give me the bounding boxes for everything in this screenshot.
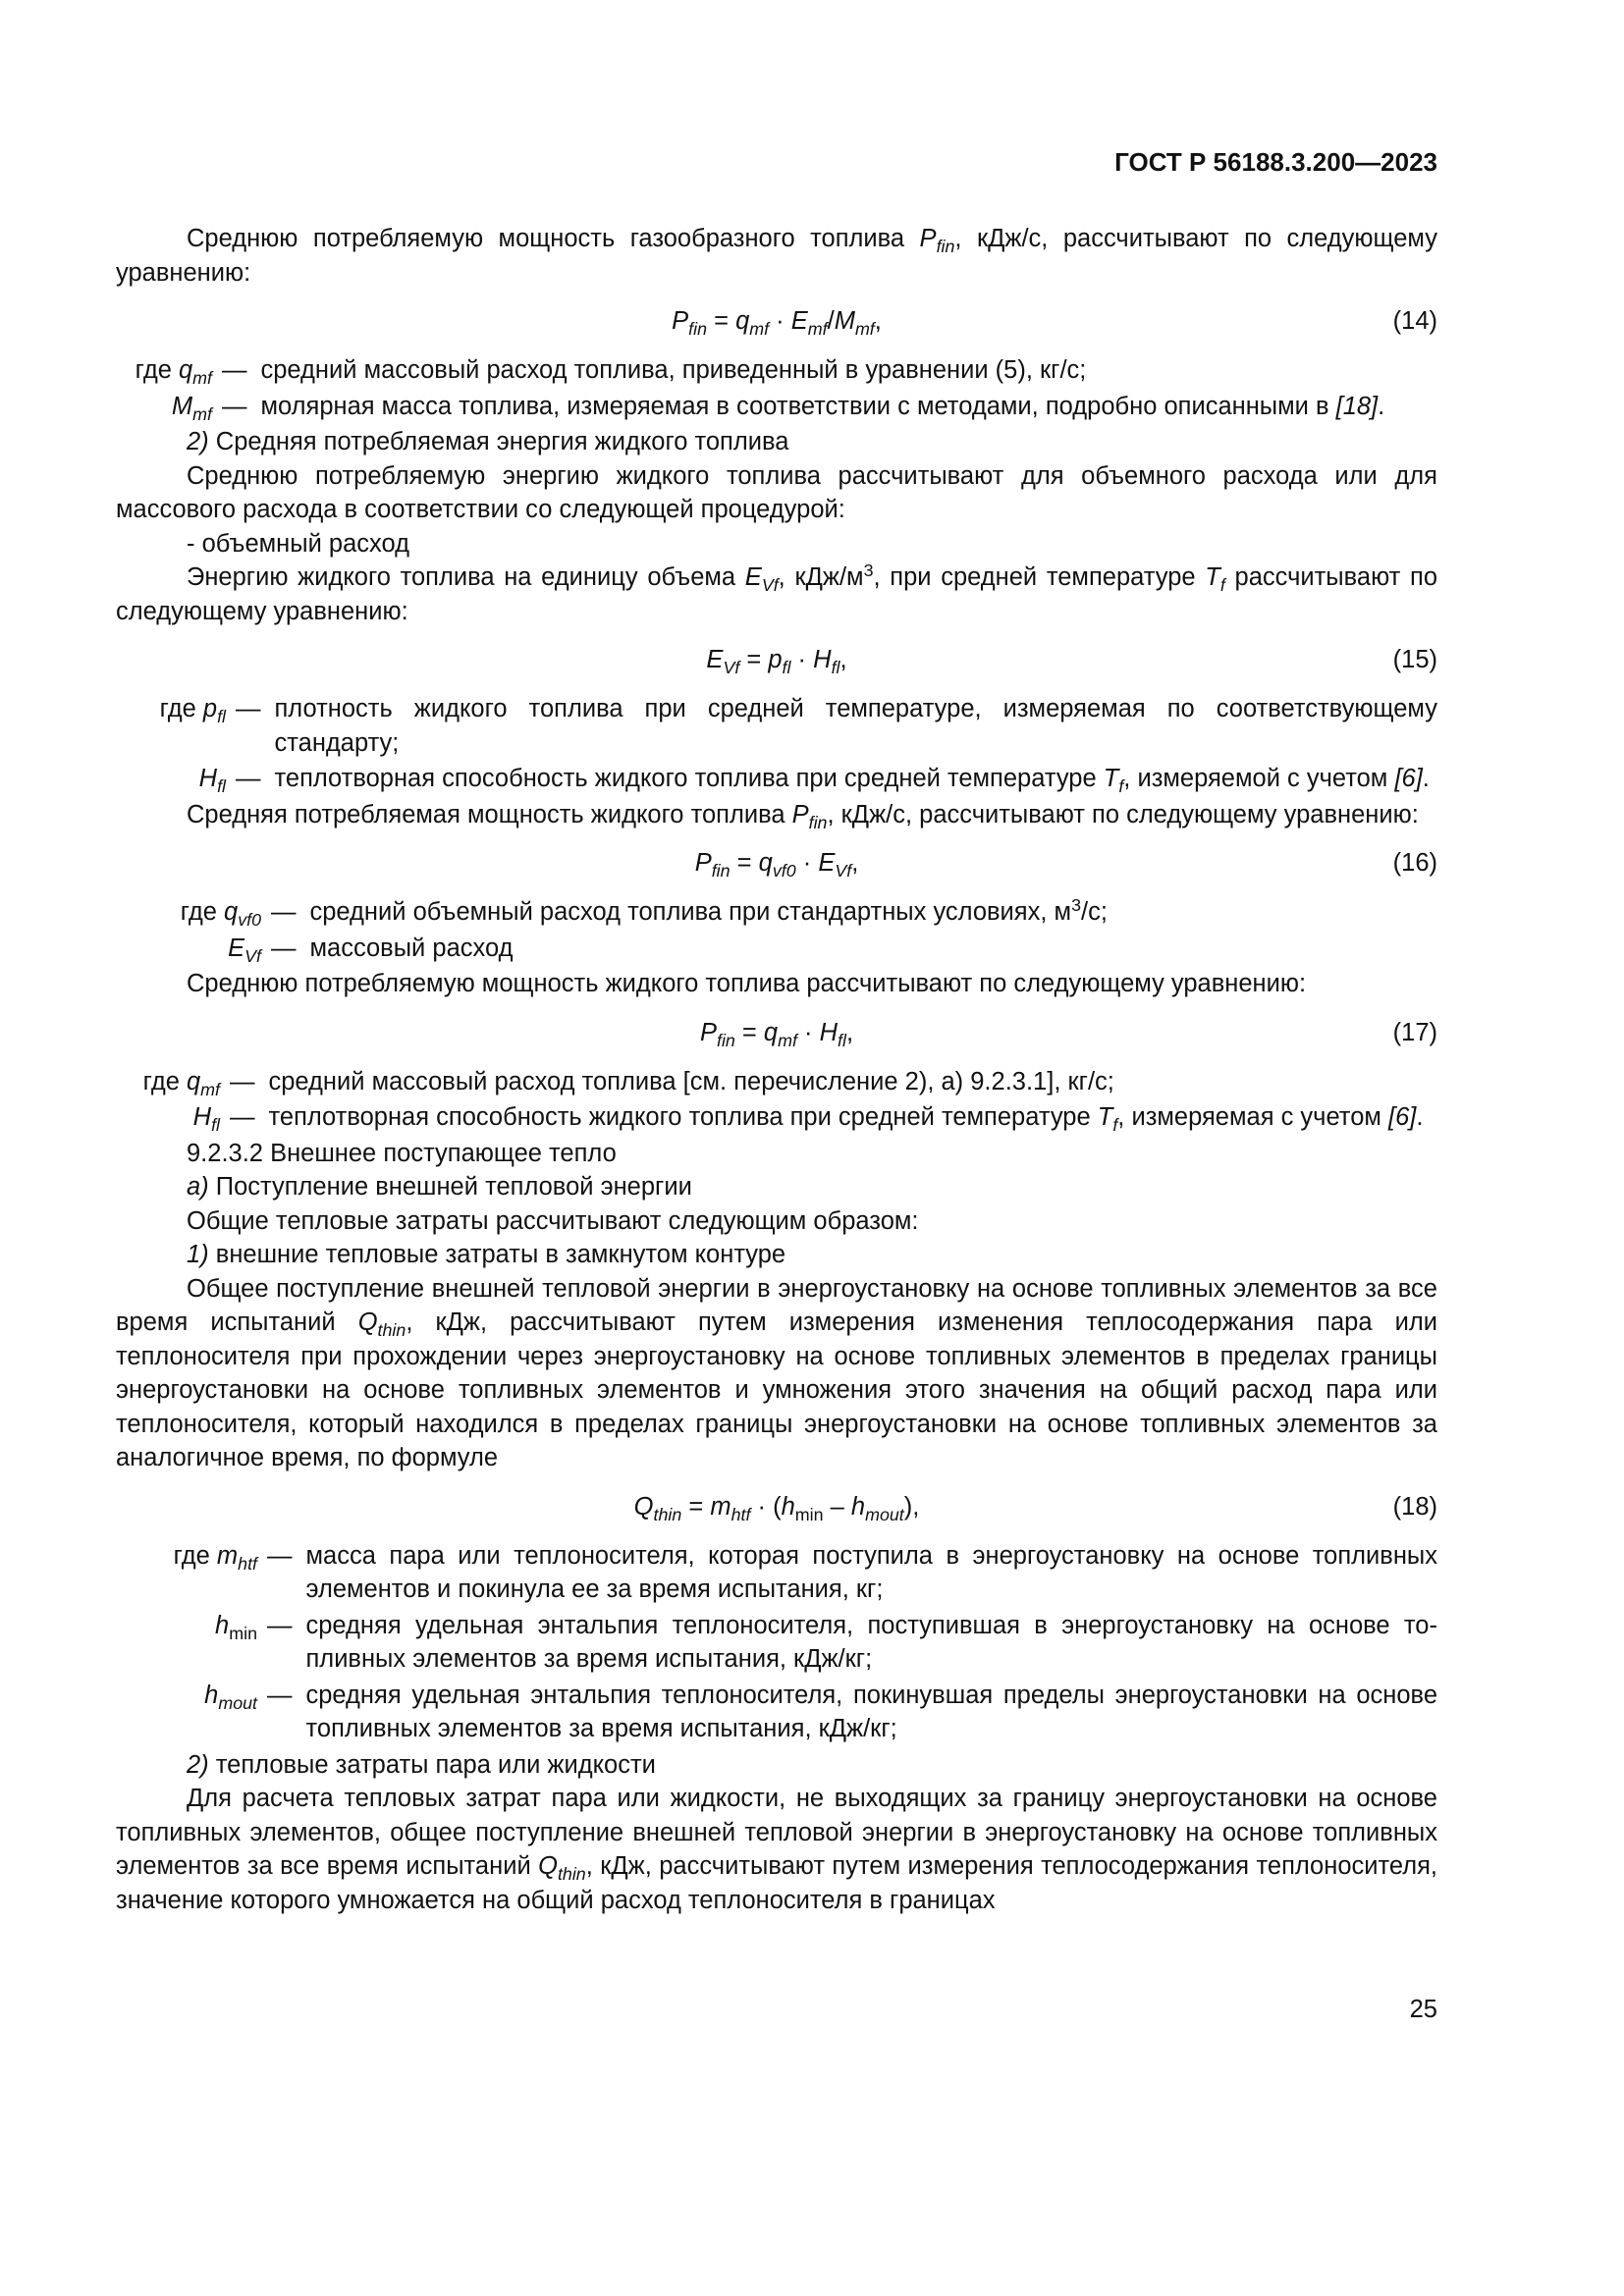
paragraph: - объемный расход — [187, 529, 409, 558]
paragraph: Среднюю потребляемую энергию жидкого топлива рассчитывают для объемного расхода или для массового расхода в соответствии со следующей процедурой: — [116, 461, 1437, 523]
equation-17: $P_{fin} = q_{mf} \cdot H_{fl}$, (17) — [116, 1014, 1437, 1051]
list-item: а) Поступление внешней тепловой энергии — [187, 1173, 692, 1201]
definition-item: где $p_{fl}$ — плотность жидкого топлива при средней температуре, измеряемая по соответствующему стандарту; — [159, 695, 1437, 757]
equation-number: (17) — [1392, 1018, 1437, 1046]
list-item: 2) тепловые затраты пара или жидкости — [187, 1750, 656, 1779]
paragraph: Общие тепловые затраты рассчитывают следующим образом: — [187, 1206, 919, 1235]
list-item: 2) Средняя потребляемая энергия жидкого топлива — [187, 428, 789, 455]
paragraph: Среднюю потребляемую мощность жидкого топлива рассчитывают по следующему уравнению: — [187, 970, 1307, 997]
definition-item: где $m_{htf}$ — масса пара или теплоносителя, которая поступила в энергоустановку на основе топливных элементов и покинула ее за время испытания, кг; — [173, 1541, 1437, 1603]
paragraph: Общее поступление внешней тепловой энергии в энергоустановку на основе топливных элементов за все время испытаний $Q_{thin}$, кДж, рассчитывают путем измерения изменения теплосодержания пара или теплоносителя при прохождении через энергоустановку на основе топливных элементов в пределах границы энергоустановки на основе топливных элементов и умножения этого значения на общий расход пара или теплоносителя, который находился в пределах границы энергоустановки на основе топливных элементов за аналогичное время, по формуле — [116, 1274, 1437, 1471]
equation-14: $P_{fin} = q_{mf} \cdot E_{mf}/M_{mf}$, (14) — [116, 302, 1437, 340]
paragraph: Среднюю потребляемую мощность газообразного топлива $P_{fin}$, кДж/с, рассчитывают по следующему уравнению: — [116, 225, 1437, 287]
equation-number: (15) — [1392, 646, 1437, 673]
definition-item: $E_{Vf}$ — массовый расход — [228, 934, 514, 966]
page-number: 25 — [1409, 1996, 1437, 2023]
definition-item: где $q_{vf0}$ — средний объемный расход топлива при стандартных условиях, $м^3/с$; — [180, 895, 1108, 931]
definition-item: $H_{fl}$ — теплотворная способность жидкого топлива при средней температуре $T_f$, измеряемая с учетом [6]. — [192, 1103, 1424, 1136]
section-heading: 9.2.3.2 Внешнее поступающее тепло — [187, 1139, 617, 1167]
definition-item: где $q_{mf}$ — средний массовый расход топлива [см. перечисление 2), а) 9.2.3.1], кг/с; — [142, 1067, 1114, 1099]
equation-15: $E_{Vf} = p_{fl} \cdot H_{fl}$, (15) — [116, 641, 1437, 678]
equation-18: $Q_{thin} = m_{htf} \cdot (h_{min} - h_{mout})$, (18) — [116, 1488, 1437, 1525]
paragraph: Средняя потребляемая мощность жидкого топлива $P_{fin}$, кДж/с, рассчитывают по следующему уравнению: — [187, 800, 1419, 832]
equation-16: $P_{fin} = q_{vf0} \cdot E_{Vf}$, (16) — [116, 844, 1437, 881]
equation-number: (14) — [1392, 307, 1437, 335]
definition-item: $H_{fl}$ — теплотворная способность жидкого топлива при средней температуре $T_f$, измеряемой с учетом [6]. — [198, 765, 1430, 797]
definition-item: $h_{mout}$ — средняя удельная энтальпия теплоносителя, покинувшая пределы энергоустановки на основе топливных элементов за время испытания, кДж/кг; — [204, 1681, 1437, 1742]
paragraph: Энергию жидкого топлива на единицу объема $E_{Vf}$, кДж/$м^3$, при средней температуре $T_f$ рассчитывают по следующему уравнению: — [116, 561, 1438, 625]
paragraph: Для расчета тепловых затрат пара или жидкости, не выходящих за границу энергоустановки на основе топливных элементов, общее поступление внешней тепловой энергии в энергоустановку на основе топливных элементов за все время испытаний $Q_{thin}$, кДж, рассчитывают путем измерения теплосодержания теплоносителя, значение которого умножается на общий расход теплоносителя в границах — [116, 1785, 1437, 1914]
definition-item: где $q_{mf}$ — средний массовый расход топлива, приведенный в уравнении (5), кг/с; — [135, 356, 1087, 389]
definition-item: $h_{min}$ — средняя удельная энтальпия теплоносителя, поступившая в энергоустановку на основе топливных элементов за время испытания, кДж/кг; — [215, 1611, 1437, 1673]
document-body — [116, 222, 1437, 1917]
equation-number: (18) — [1392, 1492, 1437, 1521]
definition-item: $M_{mf}$ — молярная масса топлива, измеряемая в соответствии с методами, подробно описанными в [18]. — [171, 392, 1385, 424]
equation-number: (16) — [1392, 849, 1437, 877]
document-header: ГОСТ Р 56188.3.200—2023 — [1114, 147, 1437, 177]
list-item: 1) внешние тепловые затраты в замкнутом контуре — [187, 1241, 786, 1268]
